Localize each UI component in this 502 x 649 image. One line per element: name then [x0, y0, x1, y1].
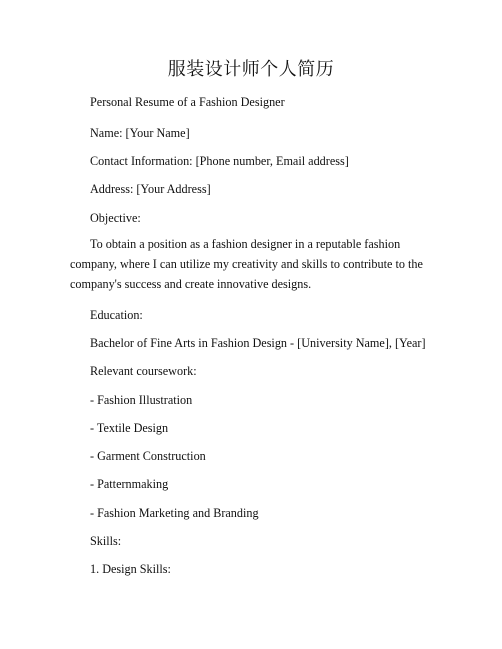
objective-paragraph — [70, 234, 440, 294]
education-heading: Education: — [90, 308, 143, 322]
skills-heading: Skills: — [90, 534, 122, 548]
name-line: Name: [Your Name] — [90, 126, 190, 140]
objective-line: company, where I can utilize my creativity and skills to contribute to the — [70, 257, 423, 271]
coursework-item: - Textile Design — [90, 421, 169, 435]
skills-item: 1. Design Skills: — [90, 562, 171, 576]
coursework-heading: Relevant coursework: — [90, 364, 197, 378]
objective-heading: Objective: — [90, 211, 141, 225]
objective-line: To obtain a position as a fashion designer in a reputable fashion — [90, 237, 401, 251]
coursework-item: - Garment Construction — [90, 449, 206, 463]
objective-line: company's success and create innovative designs. — [70, 277, 312, 291]
coursework-item: - Fashion Marketing and Branding — [90, 506, 259, 520]
address-line: Address: [Your Address] — [90, 182, 211, 196]
degree-line: Bachelor of Fine Arts in Fashion Design - [University Name], [Year] — [90, 336, 426, 350]
coursework-item: - Fashion Illustration — [90, 393, 193, 407]
coursework-item: - Patternmaking — [90, 477, 169, 491]
document-subtitle: Personal Resume of a Fashion Designer — [90, 95, 285, 109]
contact-line: Contact Information: [Phone number, Email address] — [90, 154, 349, 168]
document-title: 服装设计师个人简历 — [167, 59, 335, 80]
